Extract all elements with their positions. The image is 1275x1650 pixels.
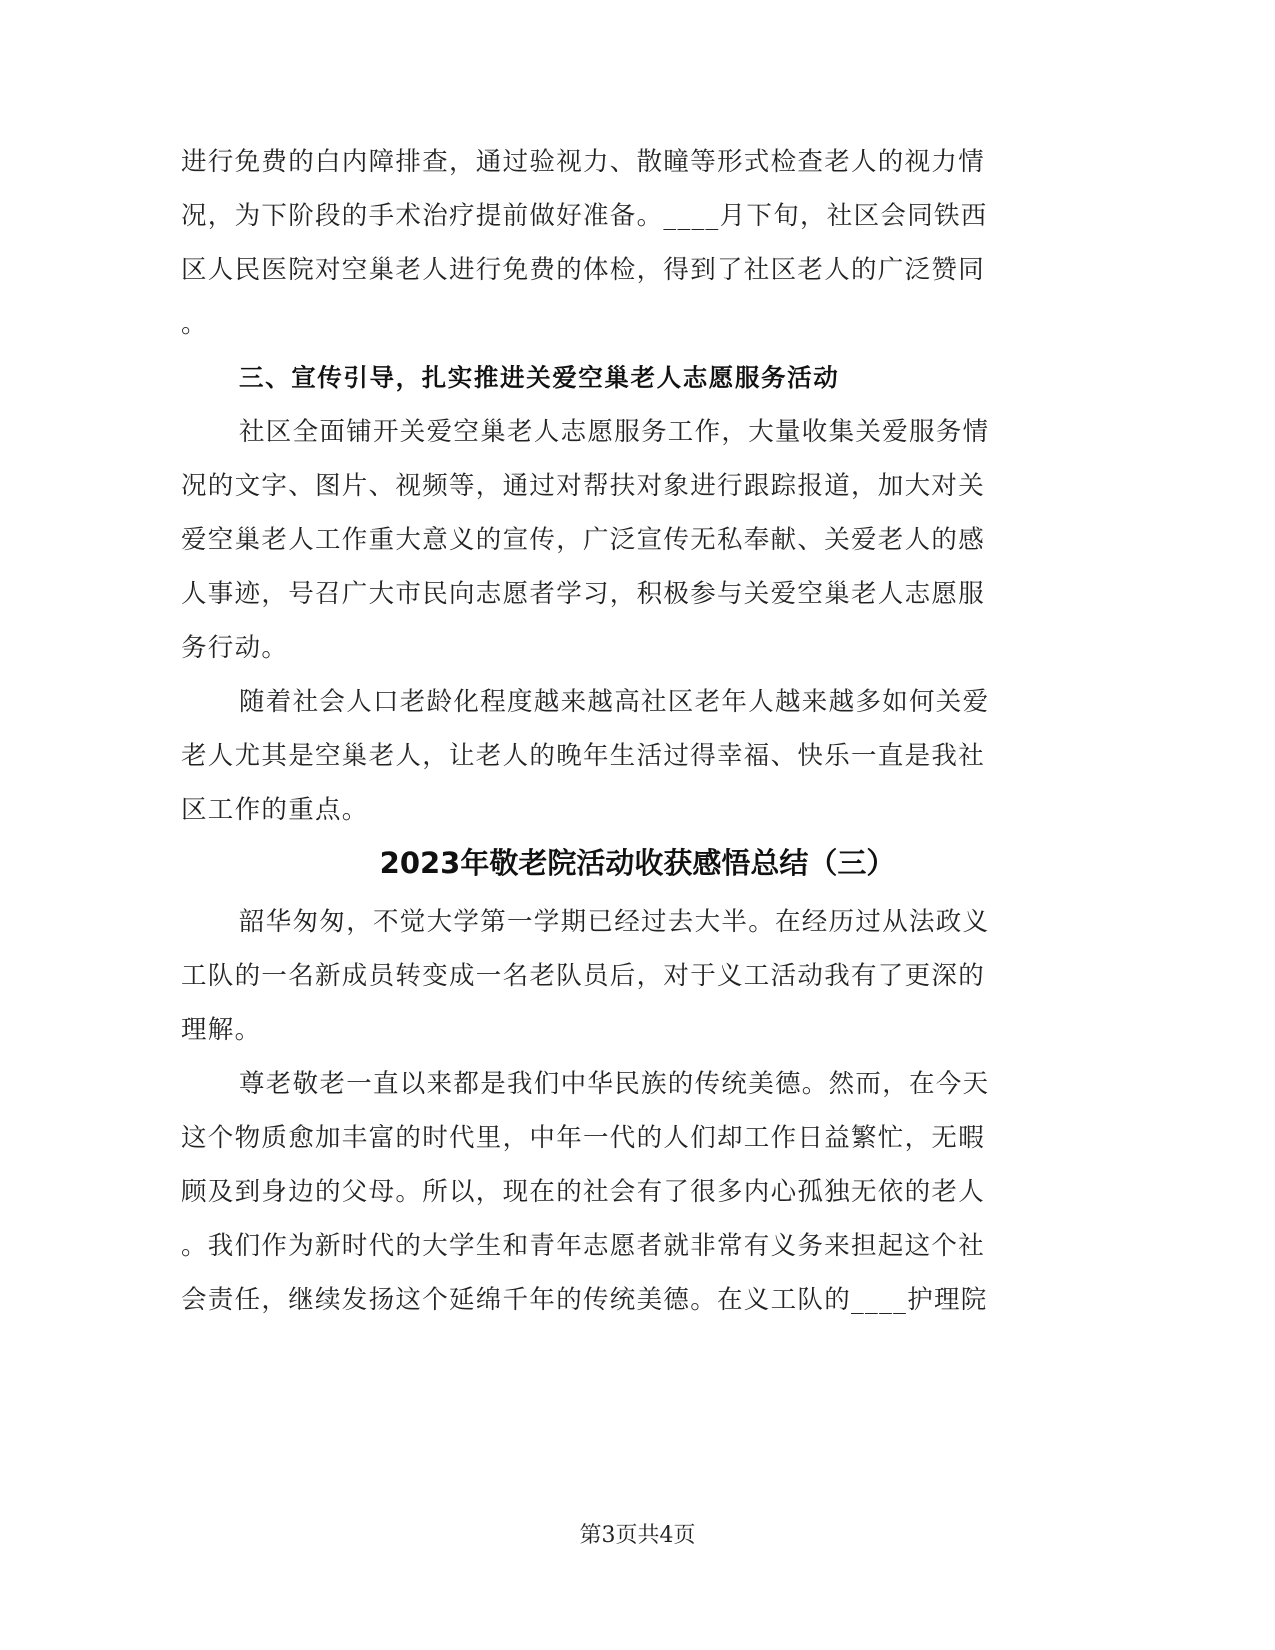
- body-line: 随着社会人口老龄化程度越来越高社区老年人越来越多如何关爱: [239, 687, 990, 717]
- body-line: 顾及到身边的父母。所以，现在的社会有了很多内心孤独无依的老人: [181, 1177, 986, 1207]
- body-line: 进行免费的白内障排查，通过验视力、散瞳等形式检查老人的视力情: [181, 147, 986, 177]
- body-line: 。我们作为新时代的大学生和青年志愿者就非常有义务来担起这个社: [181, 1231, 986, 1261]
- body-line: 人事迹，号召广大市民向志愿者学习，积极参与关爱空巢老人志愿服: [181, 579, 986, 609]
- article-title: 2023年敬老院活动收获感悟总结（三）: [379, 846, 896, 880]
- body-line: 尊老敬老一直以来都是我们中华民族的传统美德。然而，在今天: [239, 1069, 990, 1099]
- body-line: 这个物质愈加丰富的时代里，中年一代的人们却工作日益繁忙，无暇: [181, 1123, 986, 1153]
- body-line: 会责任，继续发扬这个延绵千年的传统美德。在义工队的____护理院: [181, 1285, 988, 1315]
- page-number: 第3页共4页: [579, 1523, 696, 1548]
- body-line: 区人民医院对空巢老人进行免费的体检，得到了社区老人的广泛赞同: [181, 255, 986, 285]
- body-line: 爱空巢老人工作重大意义的宣传，广泛宣传无私奉献、关爱老人的感: [181, 525, 986, 555]
- body-line: 务行动。: [181, 633, 289, 663]
- body-line: 况，为下阶段的手术治疗提前做好准备。____月下旬，社区会同铁西: [181, 201, 988, 231]
- body-line: 。: [181, 309, 208, 339]
- body-line: 况的文字、图片、视频等，通过对帮扶对象进行跟踪报道，加大对关: [181, 471, 986, 501]
- body-line: 社区全面铺开关爱空巢老人志愿服务工作，大量收集关爱服务情: [239, 417, 990, 447]
- body-line: 工队的一名新成员转变成一名老队员后，对于义工活动我有了更深的: [181, 961, 986, 991]
- body-line: 老人尤其是空巢老人，让老人的晚年生活过得幸福、快乐一直是我社: [181, 741, 986, 771]
- body-line: 区工作的重点。: [181, 795, 369, 825]
- body-line: 理解。: [181, 1015, 262, 1045]
- body-line: 韶华匆匆，不觉大学第一学期已经过去大半。在经历过从法政义: [239, 907, 990, 937]
- section-heading: 三、宣传引导，扎实推进关爱空巢老人志愿服务活动: [239, 363, 840, 392]
